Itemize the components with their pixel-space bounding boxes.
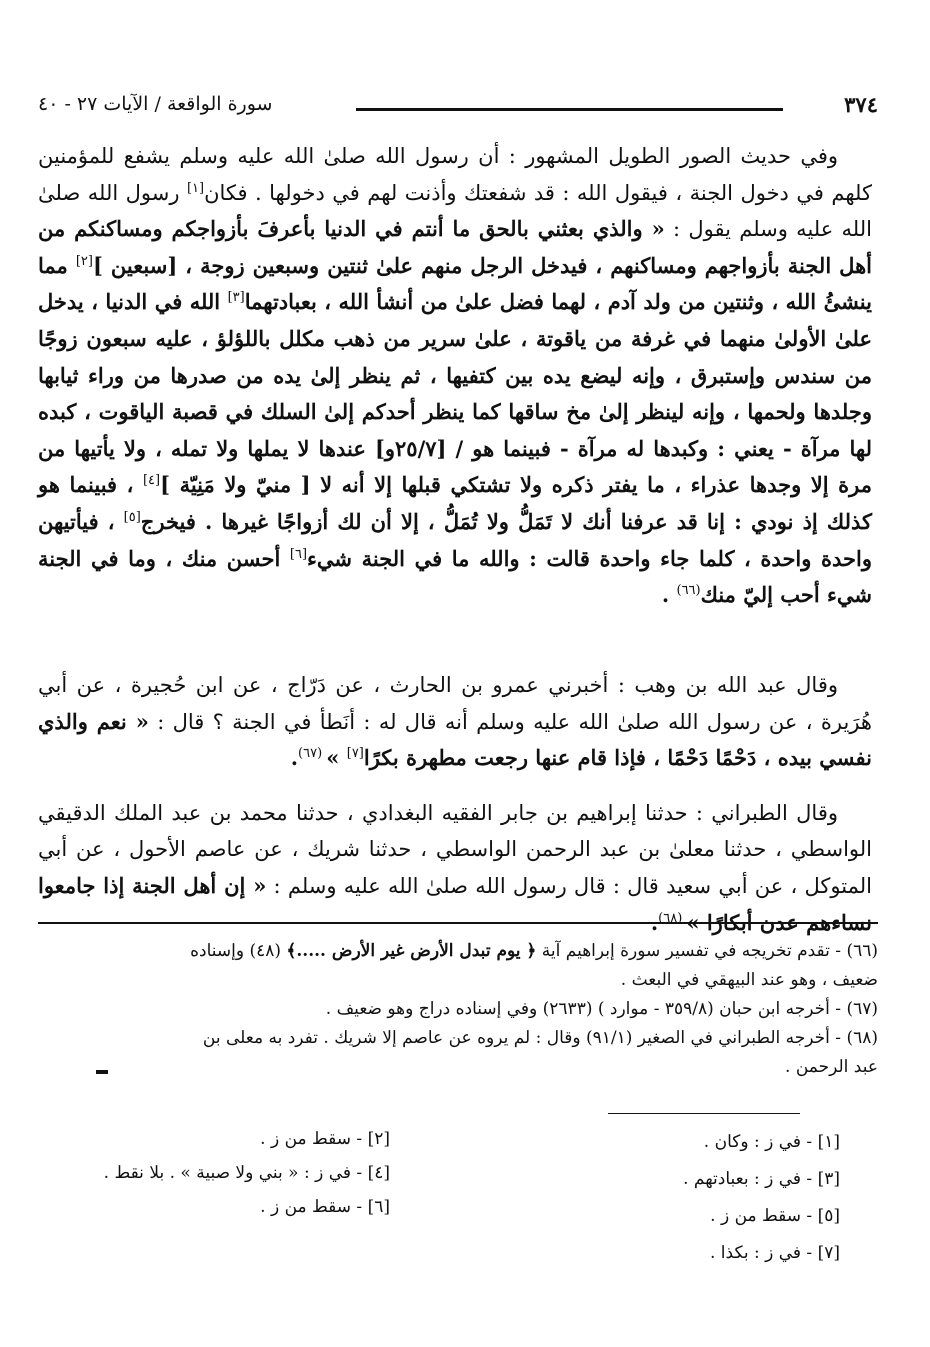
variant-notes-rule xyxy=(608,1113,800,1114)
hadith-quote: . xyxy=(290,745,299,771)
reference-mark: [٧] xyxy=(346,746,364,762)
main-text xyxy=(38,138,872,941)
variant-note: [٥] - سقط من ز . xyxy=(710,1206,840,1226)
reference-mark: [٣] xyxy=(227,290,245,306)
hadith-quote: . xyxy=(661,582,677,608)
footnote-text: تقدم تخريجه في تفسير سورة إبراهيم آية xyxy=(541,941,830,961)
running-header xyxy=(38,86,878,122)
header-rule xyxy=(356,108,783,111)
reference-mark: [٤] xyxy=(142,473,161,489)
hadith-quote: مما ينشئُ الله ، وثنتين من ولد آدم ، لهما فضل علىٰ من أنشأ الله ، بعبادتهما xyxy=(38,252,872,315)
reference-mark: [١] xyxy=(186,180,205,196)
surah-title: سورة الواقعة / الآيات ٢٧ - ٤٠ xyxy=(38,93,273,115)
text-run: وقال عبد الله بن وهب : أخبرني عمرو بن الحارث ، عن دَرّاج ، عن ابن حُجيرة ، عن أبي هُرَيرة ، عن رسول الله صلىٰ الله عليه وسلم أنه قال له : أنَطأ في الجنة ؟ قال : xyxy=(38,673,872,734)
hadith-quote: ، فبينما هو كذلك إذ نودي : إنا قد عرفنا أنك لا تَمَلُّ ولا تُمَلُّ ، إلا أن لك أزواجًا غيرها . فيخرج xyxy=(38,472,872,534)
hadith-quote: ، فيأتيهن واحدة واحدة ، كلما جاء واحدة قالت : والله ما في الجنة شيء xyxy=(38,508,872,571)
footnote-quote: ﴿ يوم تبدل الأرض غير الأرض .....﴾ xyxy=(286,941,537,961)
variant-note: [١] - في ز : وكان . xyxy=(703,1132,840,1152)
reference-mark: [٢] xyxy=(75,253,93,269)
footnote-continuation: ضعيف ، وهو عند البيهقي في البعث . xyxy=(620,970,878,990)
reference-mark: (٦٨) xyxy=(658,910,687,926)
footnote-68 xyxy=(30,1024,878,1053)
variant-note: [٧] - في ز : بكذا . xyxy=(710,1243,840,1263)
footnotes xyxy=(30,937,878,1082)
footnote-ref: (٤٨) وإسناده xyxy=(190,941,282,961)
text-run: وقال الطبراني : حدثنا إبراهيم بن جابر الفقيه البغدادي ، حدثنا محمد بن عبد الملك الدقيقي الواسطي ، حدثنا معلىٰ بن عبد الرحمن الواسطي ، حدثنا شريك ، عن عاصم الأحول ، عن أبي المتوكل ، عن أبي سعيد قال : قال رسول الله صلىٰ الله عليه وسلم : xyxy=(38,800,872,898)
reference-mark: [٦] xyxy=(289,546,308,562)
footnote-66 xyxy=(30,937,878,966)
footnote-dash: - xyxy=(835,1028,842,1048)
text-run: رسول الله صلىٰ الله عليه وسلم يقول : xyxy=(38,180,872,242)
page-number: ٣٧٤ xyxy=(844,91,878,117)
hadith-quote: « نعم والذي نفسي بيده ، دَحْمًا دَحْمًا ، فإذا قام عنها رجعت مطهرة بكرًا xyxy=(38,708,872,771)
hadith-quote: . xyxy=(650,909,659,935)
footnote-number: (٦٨) xyxy=(846,1028,878,1048)
footnote-text: أخرجه ابن حبان (٣٥٩/٨ - موارد ) (٢٦٣٣) وفي إسناده دراج وهو ضعيف . xyxy=(325,999,830,1019)
text-run: وفي حديث الصور الطويل المشهور : أن رسول الله صلىٰ الله عليه وسلم يشفع للمؤمنين كلهم في دخول الجنة ، فيقول الله : قد شفعتك وأذنت لهم في دخولها . فكان xyxy=(38,144,872,205)
paragraph xyxy=(38,667,872,777)
footnote-number: (٦٧) xyxy=(846,999,878,1019)
footnote-text: أخرجه الطبراني في الصغير (٩١/١) وقال : لم يروه عن عاصم إلا شريك . تفرد به معلى بن xyxy=(202,1028,830,1048)
variant-notes-right xyxy=(580,1124,840,1272)
variant-note: [٤] - في ز : « بني ولا صبية » . بلا نقط . xyxy=(103,1163,390,1183)
variant-note: [٦] - سقط من ز . xyxy=(260,1197,390,1217)
paragraph xyxy=(38,138,872,651)
paragraph xyxy=(38,795,872,941)
footnote-number: (٦٦) xyxy=(846,941,878,961)
reference-mark: [٥] xyxy=(123,509,141,525)
footnote-continuation: عبد الرحمن . xyxy=(785,1057,878,1077)
hadith-quote: » xyxy=(326,745,347,771)
footnote-dash: - xyxy=(835,941,842,961)
footnote-rule xyxy=(38,922,878,924)
reference-mark: (٦٧) xyxy=(298,746,327,762)
ink-mark xyxy=(96,1070,108,1074)
footnote-dash: - xyxy=(835,999,842,1019)
reference-mark: (٦٦) xyxy=(676,583,701,599)
variant-note: [٣] - في ز : بعبادتهم . xyxy=(683,1169,840,1189)
hadith-quote: « والذي بعثني بالحق ما أنتم في الدنيا بأعرفَ بأزواجكم ومساكنكم من أهل الجنة بأزواجهم ومساكنهم ، فيدخل الرجل منهم علىٰ ثنتين وسبعين زوجة ، [سبعين ] xyxy=(38,216,872,278)
hadith-quote: الله في الدنيا ، يدخل علىٰ الأولىٰ منهما في غرفة من ياقوتة ، علىٰ سرير من ذهب مكلل باللؤلؤ ، عليه سبعون زوجًا من سندس وإستبرق ، وإنه ليضع يده بين كتفيها ، ثم ينظر إلىٰ يده من صدرها من وراء ثيابها وجلدها ولحمها ، وإنه لينظر إلىٰ مخ ساقها كما ينظر أحدكم إلىٰ السلك في قصبة الياقوت ، كبده لها مرآة - يعني : وكبدها له مرآة - فبينما هو / [٢٥/٧و] عندها لا يملها ولا تمله ، ولا يأتيها من مرة إلا وجدها عذراء ، ما يفتر ذكره ولا تشتكي قبلها إلا أنه لا [ منيّ ولا مَنِيّة ] xyxy=(38,289,872,498)
variant-note: [٢] - سقط من ز . xyxy=(260,1129,390,1149)
hadith-quote: « إن أهل الجنة إذا جامعوا نساءهم عدن أبكارًا » xyxy=(38,872,872,935)
variant-notes-left xyxy=(30,1122,390,1224)
footnote-67 xyxy=(30,995,878,1024)
hadith-quote: أحسن منك ، وما في الجنة شيء أحب إليّ منك xyxy=(38,545,872,608)
